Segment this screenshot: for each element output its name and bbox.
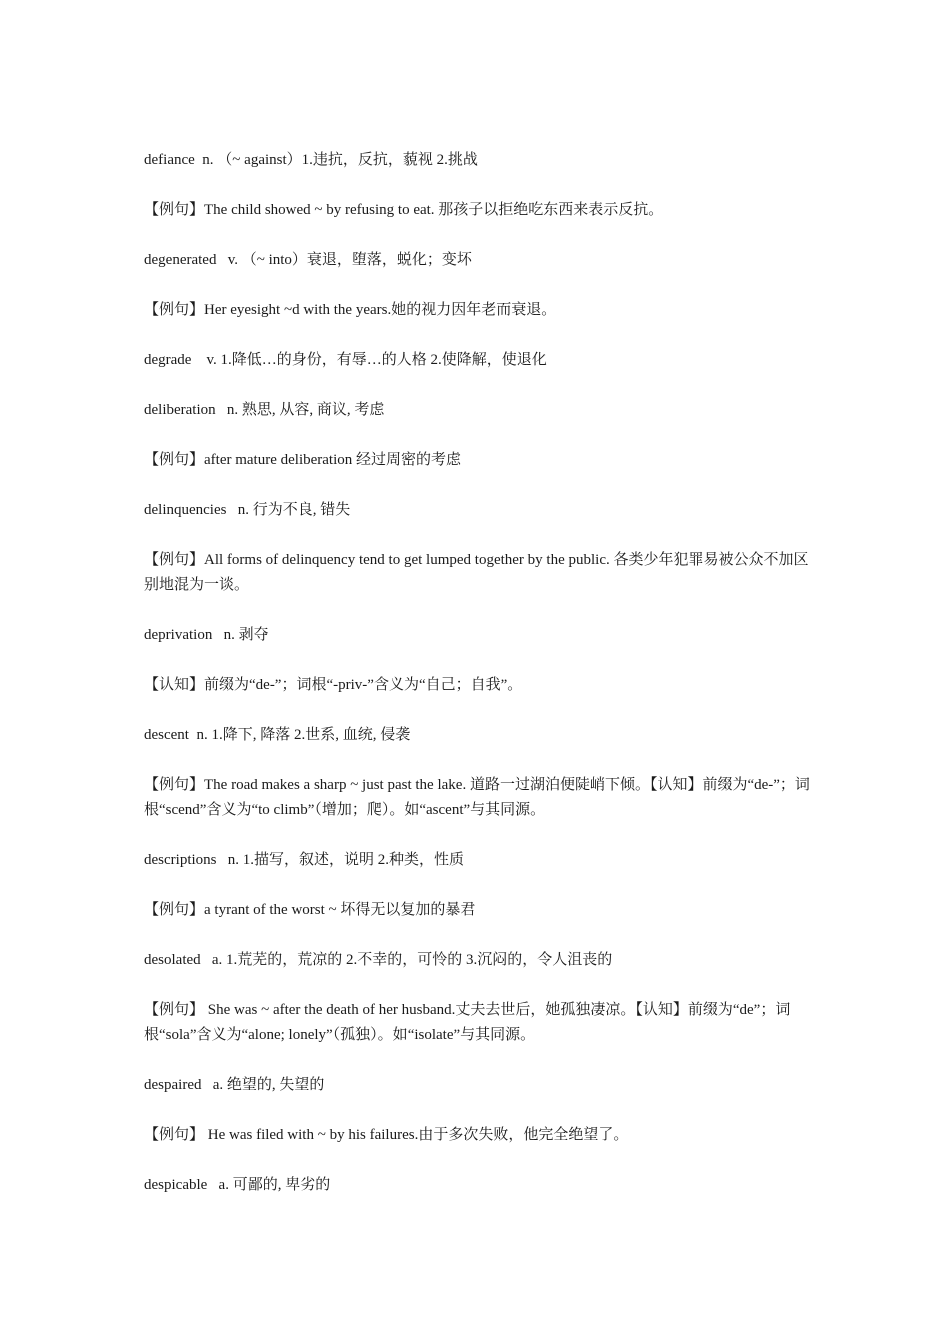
document-page [144, 148, 816, 1223]
entry-defiance: defiance n. （~ against）1.违抗，反抗，藐视 2.挑战 [144, 152, 478, 168]
example-despaired: 【例句】 He was filed with ~ by his failures.由于多次失败，他完全绝望了。 [144, 1127, 629, 1143]
example-descriptions: 【例句】a tyrant of the worst ~ 坏得无以复加的暴君 [144, 902, 476, 918]
example-defiance: 【例句】The child showed ~ by refusing to eat. 那孩子以拒绝吃东西来表示反抗。 [144, 202, 664, 218]
example-deliberation: 【例句】after mature deliberation 经过周密的考虑 [144, 452, 462, 468]
entry-descent: descent n. 1.降下, 降落 2.世系, 血统, 侵袭 [144, 727, 411, 743]
example-desolated: 【例句】 She was ~ after the death of her husband.丈夫去世后，她孤独凄凉。【认知】前缀为“de”；词根“sola”含义为“alone; lonely”（孤独）。如“isolate”与其同源。 [144, 1002, 791, 1043]
entry-degenerated: degenerated v. （~ into）衰退，堕落，蜕化；变坏 [144, 252, 472, 268]
entry-despaired: despaired a. 绝望的, 失望的 [144, 1077, 325, 1093]
example-descent: 【例句】The road makes a sharp ~ just past the lake. 道路一过湖泊便陡峭下倾。【认知】前缀为“de-”；词根“scend”含义为“to climb”（增加；爬）。如“ascent”与其同源。 [144, 777, 810, 818]
entry-descriptions: descriptions n. 1.描写，叙述，说明 2.种类，性质 [144, 852, 464, 868]
entry-despicable: despicable a. 可鄙的, 卑劣的 [144, 1177, 331, 1193]
entry-degrade: degrade v. 1.降低…的身份，有辱…的人格 2.使降解，使退化 [144, 352, 547, 368]
entry-deprivation: deprivation n. 剥夺 [144, 627, 269, 643]
example-degenerated: 【例句】Her eyesight ~d with the years.她的视力因年老而衰退。 [144, 302, 557, 318]
entry-desolated: desolated a. 1.荒芜的，荒凉的 2.不幸的，可怜的 3.沉闷的，令人沮丧的 [144, 952, 613, 968]
entry-deliberation: deliberation n. 熟思, 从容, 商议, 考虑 [144, 402, 385, 418]
entry-delinquencies: delinquencies n. 行为不良, 错失 [144, 502, 351, 518]
example-delinquencies: 【例句】All forms of delinquency tend to get lumped together by the public. 各类少年犯罪易被公众不加区别地混为一谈。 [144, 552, 809, 593]
note-deprivation: 【认知】前缀为“de-”；词根“-priv-”含义为“自己；自我”。 [144, 677, 523, 693]
